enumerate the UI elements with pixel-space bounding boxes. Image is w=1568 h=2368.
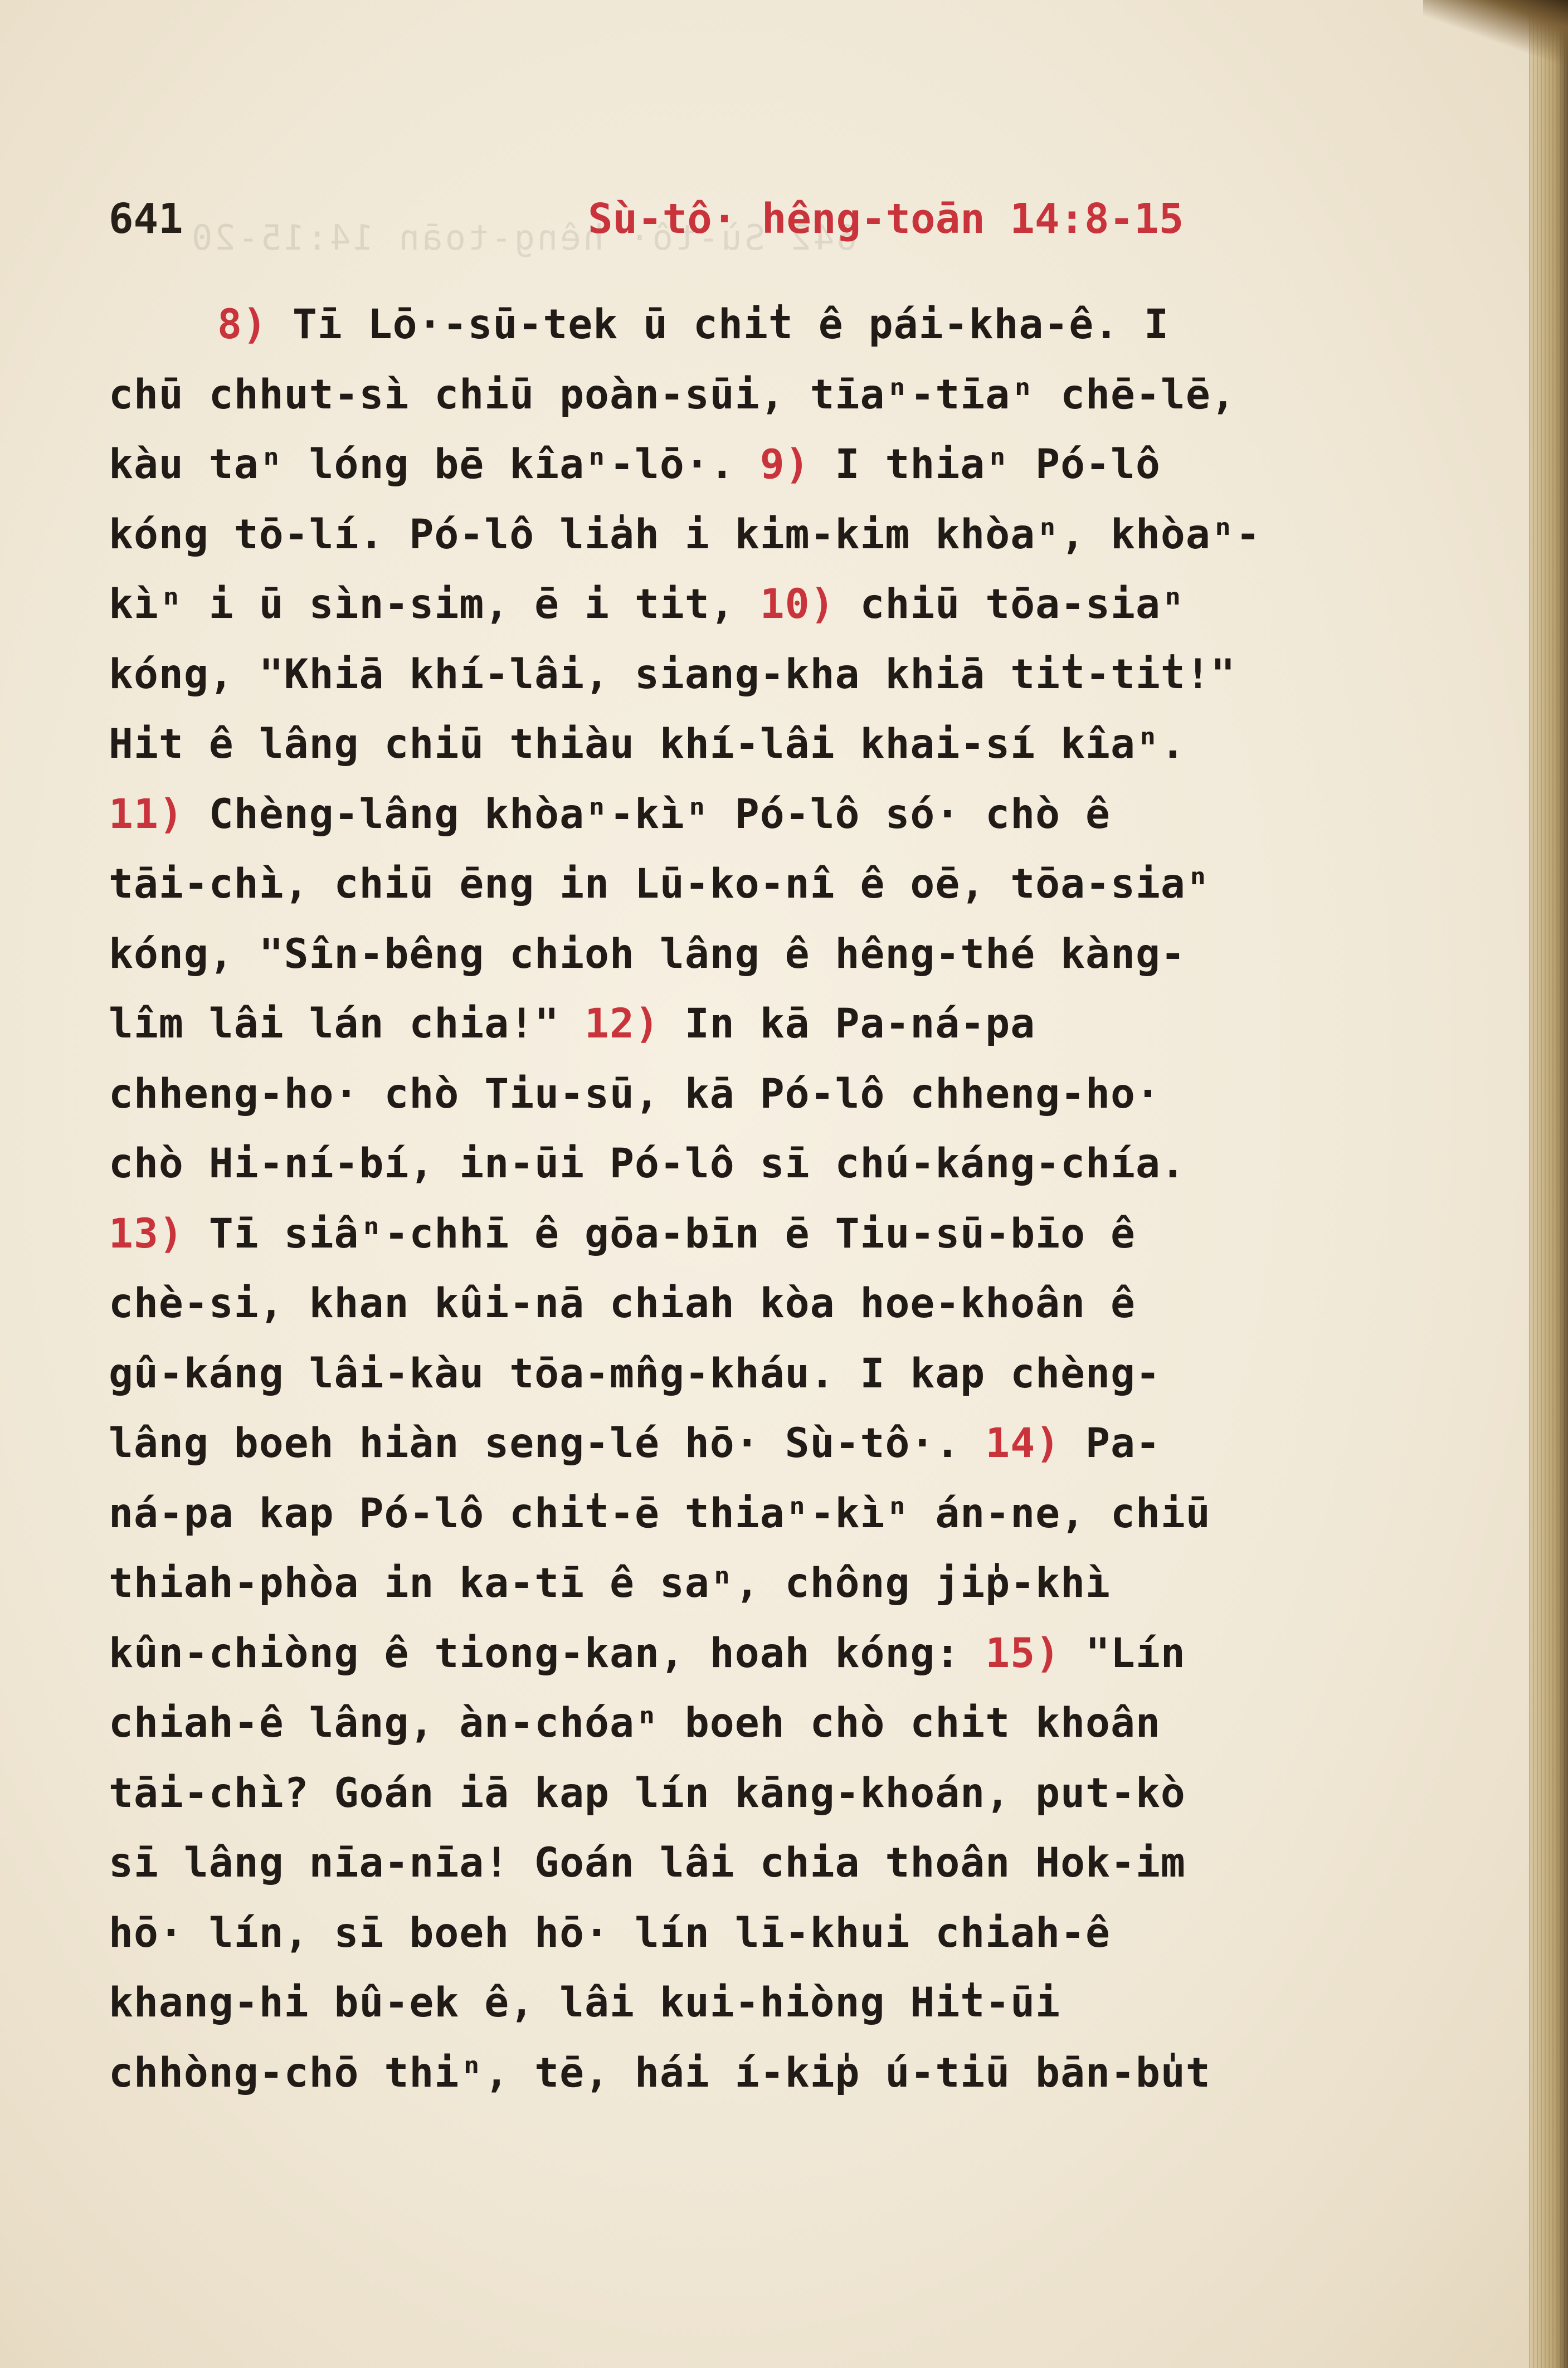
verse-number: 11) <box>109 790 184 838</box>
verse-text: lîm lâi lán chia!" <box>109 1000 585 1047</box>
verse-text: chiah-ê lâng, àn-chóaⁿ boeh chò chit khoân <box>109 1699 1161 1747</box>
text-line <box>109 1339 1357 1409</box>
verse-text: Tī siâⁿ-chhī ê gōa-bīn ē Tiu-sū-bīo ê <box>183 1210 1136 1258</box>
verse-text: Hit ê lâng chiū thiàu khí-lâi khai-sí kîaⁿ. <box>109 720 1186 768</box>
verse-number: 14) <box>985 1420 1061 1467</box>
verse-text: kóng tō-lí. Pó-lô lia̍h i kim-kim khòaⁿ, khòaⁿ- <box>109 510 1261 558</box>
verse-text: Chèng-lâng khòaⁿ-kìⁿ Pó-lô só· chò ê <box>183 790 1111 838</box>
verse-number: 13) <box>109 1210 184 1258</box>
verse-text: khang-hi bû-ek ê, lâi kui-hiòng Hi̍t-ūi <box>109 1979 1061 2026</box>
text-line <box>109 709 1357 779</box>
text-line <box>109 500 1357 570</box>
verse-number: 15) <box>985 1629 1061 1677</box>
verse-number: 10) <box>759 581 835 628</box>
verse-text: chū chhut-sì chiū poàn-sūi, tīaⁿ-tīaⁿ chē-lē, <box>109 371 1236 418</box>
text-line <box>109 360 1357 430</box>
text-line <box>109 1269 1357 1339</box>
text-line <box>109 569 1357 640</box>
text-line <box>109 849 1357 919</box>
text-line <box>109 1479 1357 1549</box>
verse-number: 9) <box>759 441 810 488</box>
verse-text: kóng, "Khiā khí-lâi, siang-kha khiā ti̍t-ti̍t!" <box>109 650 1236 698</box>
text-line <box>109 1828 1357 1898</box>
verse-number: 8) <box>217 301 267 348</box>
verse-text: chiū tōa-siaⁿ <box>835 581 1186 628</box>
text-line <box>109 290 1357 360</box>
verse-text: kìⁿ i ū sìn-sim, ē i tit, <box>109 581 760 628</box>
text-line <box>109 989 1357 1059</box>
scripture-text <box>109 290 1357 2108</box>
page-edge-lines <box>1529 0 1568 2368</box>
verse-number: 12) <box>585 1000 660 1047</box>
text-line <box>109 2038 1357 2108</box>
verse-text: kóng, "Sîn-bêng chioh lâng ê hêng-thé kàng- <box>109 930 1186 978</box>
text-line <box>109 1129 1357 1199</box>
page-header <box>109 195 1346 256</box>
text-line <box>109 1409 1357 1479</box>
verse-text: In kā Pa-ná-pa <box>659 1000 1036 1047</box>
page-corner-shadow <box>1423 0 1568 100</box>
bleed-through-text: 642 Sù-tô· hêng-toān 14:15-20 <box>189 217 858 258</box>
verse-text: tāi-chì? Goán iā kap lín kāng-khoán, put-kò <box>109 1769 1186 1817</box>
text-line <box>109 1199 1357 1269</box>
verse-text: ná-pa kap Pó-lô chi̍t-ē thiaⁿ-kìⁿ án-ne, chiū <box>109 1489 1211 1537</box>
verse-text: hō· lín, sī boeh hō· lín lī-khui chiah-ê <box>109 1909 1111 1957</box>
verse-text: thiah-phòa in ka-tī ê saⁿ, chông ji̍p-khì <box>109 1560 1111 1607</box>
text-line <box>109 1688 1357 1758</box>
verse-text: chheng-ho· chò Tiu-sū, kā Pó-lô chheng-ho· <box>109 1070 1161 1118</box>
running-title: Sù-tô· hêng-toān 14:8-15 <box>588 195 1184 243</box>
text-line <box>109 1548 1357 1619</box>
text-line <box>109 1968 1357 2038</box>
verse-text: I thiaⁿ Pó-lô <box>810 441 1161 488</box>
text-line <box>109 430 1357 500</box>
page-number: 641 <box>109 195 183 243</box>
text-line <box>109 779 1357 850</box>
verse-text: sī lâng nīa-nīa! Goán lâi chia thoân Hok-im <box>109 1839 1186 1887</box>
text-line <box>109 640 1357 710</box>
verse-text: Pa- <box>1060 1420 1161 1467</box>
text-line <box>109 919 1357 990</box>
text-line <box>109 1758 1357 1829</box>
verse-text: kûn-chiòng ê tiong-kan, hoah kóng: <box>109 1629 986 1677</box>
verse-text: chò Hi-ní-bí, in-ūi Pó-lô sī chú-káng-chía. <box>109 1140 1186 1187</box>
verse-text: gû-káng lâi-kàu tōa-mn̂g-kháu. I kap chèng- <box>109 1349 1161 1397</box>
text-line <box>109 1619 1357 1689</box>
verse-text: Tī Lō·-sū-tek ū chi̍t ê pái-kha-ê. I <box>267 301 1170 348</box>
verse-text: tāi-chì, chiū ēng in Lū-ko-nî ê oē, tōa-siaⁿ <box>109 860 1211 908</box>
verse-text: chè-si, khan kûi-nā chiah kòa hoe-khoân ê <box>109 1280 1136 1327</box>
verse-text: "Lín <box>1060 1629 1186 1677</box>
verse-text: kàu taⁿ lóng bē kîaⁿ-lō·. <box>109 441 760 488</box>
verse-text: lâng boeh hiàn seng-lé hō· Sù-tô·. <box>109 1420 986 1467</box>
text-line <box>109 1059 1357 1129</box>
verse-text: chhòng-chō thiⁿ, tē, hái í-ki̍p ú-tiū bān-bu̍t <box>109 2049 1211 2097</box>
text-line <box>109 1898 1357 1969</box>
